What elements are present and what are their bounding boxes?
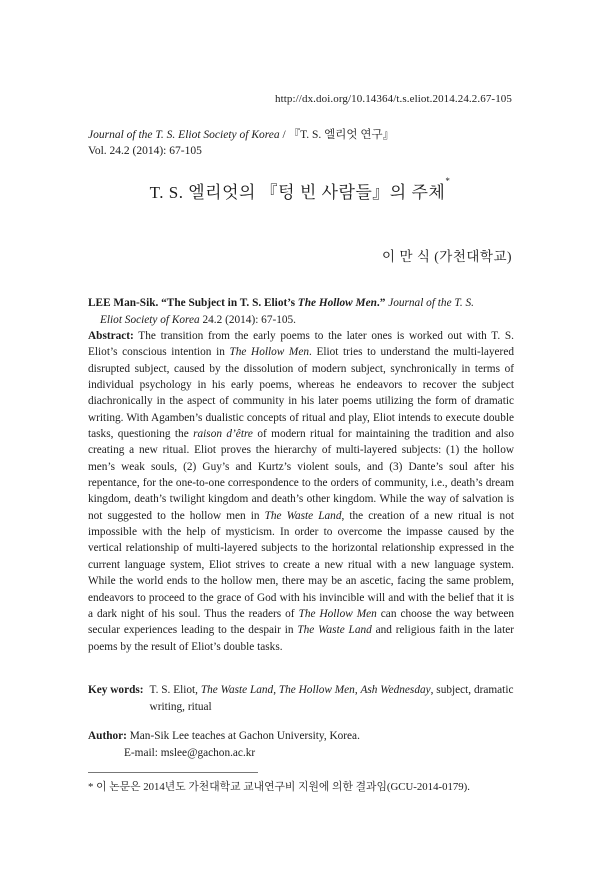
abstract-text: and religious faith in the later poems by the result of Eliot’s double tasks. — [88, 624, 514, 653]
keyword-italic: The Hollow Men — [278, 684, 355, 696]
keyword-text: T. S. Eliot, — [149, 684, 201, 696]
author-affiliation — [88, 728, 514, 745]
doi-link[interactable]: http://dx.doi.org/10.14364/t.s.eliot.2014.24.2.67-105 — [274, 93, 512, 105]
author-text: Man-Sik Lee teaches at Gachon University, Korea. — [126, 730, 360, 742]
abstract-italic: raison d’être — [193, 428, 253, 441]
author-info — [88, 728, 514, 761]
citation-line-2 — [88, 312, 514, 329]
abstract-italic: The Hollow Men — [298, 607, 377, 620]
citation-reference — [88, 295, 514, 328]
keyword-sep: , — [354, 684, 361, 696]
footnote-divider — [88, 772, 258, 773]
abstract-text: The transition from the early poems to the later ones is worked out with T. S. Eliot’s conscious intention in — [88, 330, 514, 359]
abstract-text: can choose the way between secular experiences leading to the despair in — [88, 607, 515, 637]
keyword-sep: , — [273, 684, 279, 696]
email-label: E-mail: — [124, 746, 161, 759]
journal-separator: / — [279, 129, 289, 141]
keywords — [88, 682, 514, 715]
journal-name: Journal of the T. S. Eliot Society of Korea — [88, 129, 280, 141]
citation-author: LEE Man-Sik. — [88, 297, 159, 309]
abstract-text: of modern ritual for maintaining the tradition and also creating a new ritual. Eliot proves the hierarchy of multi-layered subjects: (1) the hollow men’s weak souls, (2) Guy’s and Kurtz’s violent souls, and (3) Dante’s soul after his repentance, for the one-to-one correspondence to the orders of community, i.e., death’s dream kingdom, death’s twilight kingdom and death’s other kingdom. While the way of salvation is not suggested to the hollow men in — [88, 428, 514, 522]
abstract-label: Abstract: — [88, 330, 134, 342]
citation-journal-1: Journal of the T. S. — [388, 297, 474, 309]
author-label: Author: — [88, 730, 127, 742]
abstract-italic: The Waste Land — [264, 509, 342, 522]
journal-name-kr: 『T. S. 엘리엇 연구』 — [288, 129, 395, 141]
journal-header — [88, 127, 394, 159]
citation-line-1 — [88, 295, 514, 312]
citation-title-pre: “The Subject in T. S. Eliot’s — [161, 297, 298, 309]
journal-volume: Vol. 24.2 (2014): 67-105 — [88, 145, 202, 157]
abstract-italic: The Waste Land — [297, 624, 372, 637]
abstract — [88, 328, 514, 655]
keyword-text: , subject, dramatic writing, ritual — [149, 684, 514, 713]
citation-title-italic: The Hollow Men — [297, 297, 377, 309]
citation-title-post: .” — [376, 297, 386, 309]
citation-volume: 24.2 (2014): 67-105. — [199, 313, 296, 326]
email-address[interactable]: mslee@gachon.ac.kr — [160, 746, 256, 759]
footnote: * 이 논문은 2014년도 가천대학교 교내연구비 지원에 의한 결과임(GCU-2014-0179). — [88, 781, 470, 793]
abstract-italic: The Hollow Men — [229, 346, 310, 359]
paper-title-text: T. S. 엘리엇의 『텅 빈 사람들』의 주체 — [149, 183, 446, 202]
keyword-italic: The Waste Land — [200, 684, 274, 696]
citation-journal-2: Eliot Society of Korea — [100, 313, 200, 326]
author-korean: 이 만 식 (가천대학교) — [382, 249, 512, 264]
keywords-list — [150, 682, 514, 715]
author-email-line — [88, 745, 514, 762]
keywords-label: Key words: — [88, 684, 144, 696]
keyword-italic: Ash Wednesday — [360, 684, 431, 696]
abstract-text: , the creation of a new ritual is not impossible with the help of mysticism. In order to overcome the impasse caused by the vertical relationship of multi-layered subjects to the horizontal relationship expressed in the current language system, Eliot strives to create a new ritual with a new language system. While the world ends to the hollow men, there may be an ascetic, facing the same problem, endeavors to proceed to the grace of God with his invincible will and with the belief that it is a dark night of his soul. Thus the readers of — [88, 509, 514, 620]
title-footnote-mark: * — [445, 176, 451, 186]
abstract-text: . Eliot tries to understand the multi-layered disrupted subject, caused by the dissolution of modern subject, synchronically in terms of individual psychology in his early poems, whereas he endeavors to recover the subject diachronically in the aspect of community in his later poems utilizing the form of dramatic writing. With Agamben’s dualistic concepts of ritual and play, Eliot intends to execute double tasks, questioning the — [88, 346, 514, 441]
journal-title-line — [88, 127, 394, 143]
paper-title — [0, 178, 600, 203]
